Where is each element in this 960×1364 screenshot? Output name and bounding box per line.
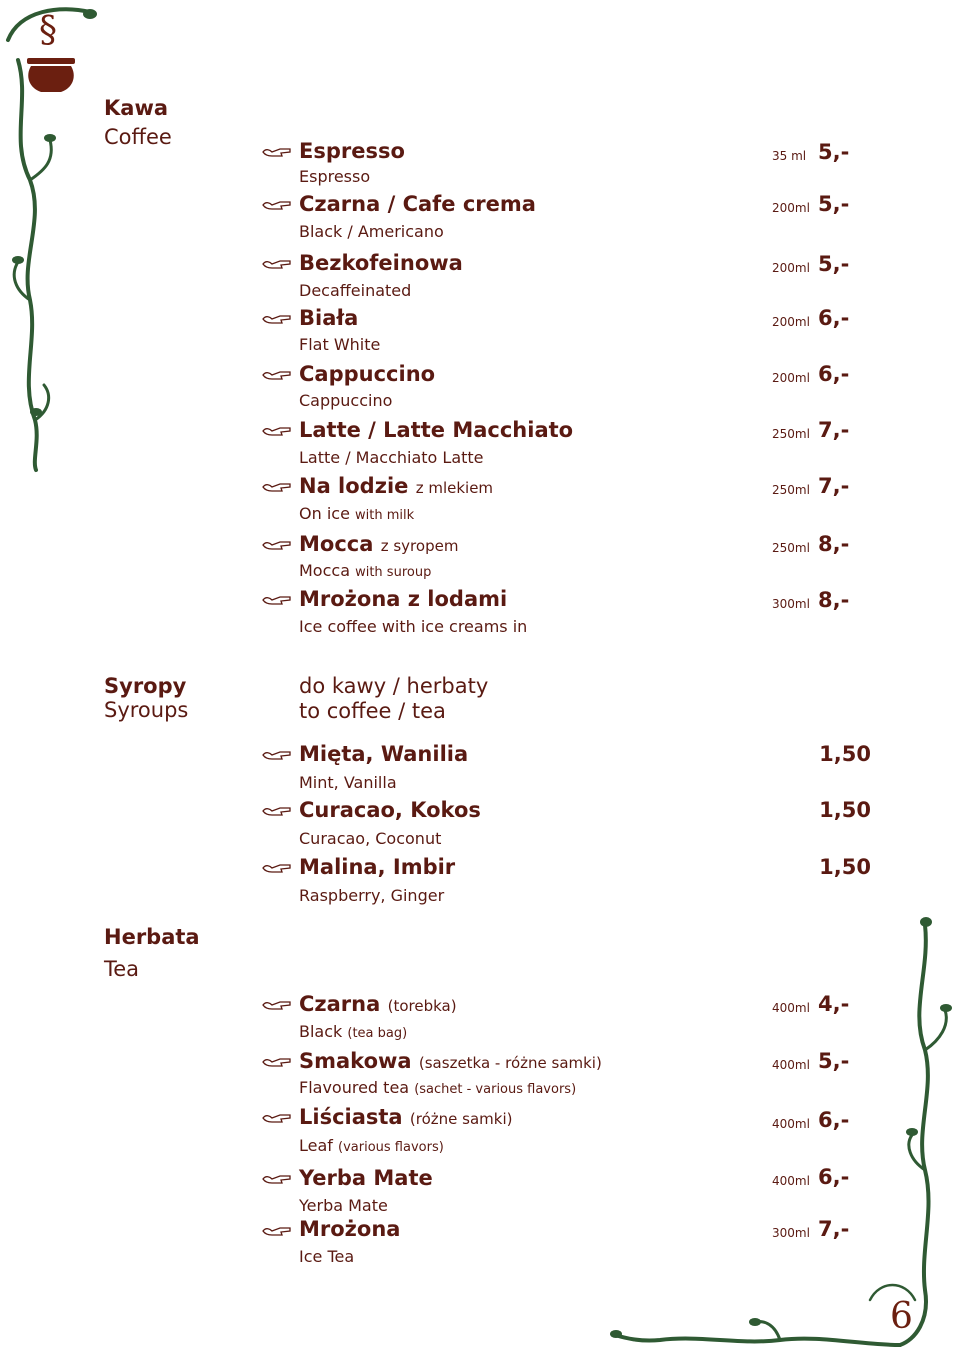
menu-item-translation: Flavoured tea (sachet - various flavors) — [299, 1078, 577, 1097]
pointing-hand-icon — [262, 425, 292, 437]
menu-item-name: Czarna (torebka) — [299, 992, 457, 1016]
menu-item-name: Na lodzie z mlekiem — [299, 474, 494, 498]
menu-item-price: 5,- — [818, 1049, 850, 1073]
pointing-hand-icon — [262, 1056, 292, 1068]
menu-item-price: 6,- — [818, 362, 850, 386]
menu-item-translation: Mocca with suroup — [299, 561, 432, 580]
menu-item-volume: 35 ml — [772, 149, 807, 163]
menu-item-name: Mrożona z lodami — [299, 587, 508, 611]
menu-item-name: Malina, Imbir — [299, 855, 456, 879]
section-title-coffee-pl: Kawa — [104, 96, 169, 120]
menu-item-volume: 400ml — [772, 1001, 810, 1015]
menu-item-name: Smakowa (saszetka - różne samki) — [299, 1049, 602, 1073]
syrups-subheading-en: to coffee / tea — [299, 699, 446, 723]
menu-item-name: Curacao, Kokos — [299, 798, 481, 822]
menu-item-volume: 200ml — [772, 315, 810, 329]
menu-item-volume: 400ml — [772, 1058, 810, 1072]
pointing-hand-icon — [262, 199, 292, 211]
menu-item-price: 6,- — [818, 1165, 850, 1189]
menu-item-translation: Mint, Vanilla — [299, 773, 397, 792]
menu-item-price: 7,- — [818, 474, 850, 498]
menu-item-translation: Ice Tea — [299, 1247, 355, 1266]
menu-item-translation: Decaffeinated — [299, 281, 412, 300]
menu-item-price: 5,- — [818, 140, 850, 164]
menu-item-translation: Latte / Macchiato Latte — [299, 448, 484, 467]
menu-item-price: 5,- — [818, 252, 850, 276]
menu-item-translation: Raspberry, Ginger — [299, 886, 445, 905]
menu-item-volume: 400ml — [772, 1117, 810, 1131]
menu-item-translation: Flat White — [299, 335, 381, 354]
pointing-hand-icon — [262, 481, 292, 493]
section-title-tea-pl: Herbata — [104, 925, 200, 949]
pointing-hand-icon — [262, 594, 292, 606]
menu-item-price: 7,- — [818, 1217, 850, 1241]
menu-item-name: Czarna / Cafe crema — [299, 192, 536, 216]
menu-item-name: Mięta, Wanilia — [299, 742, 469, 766]
logo-symbol: § — [39, 10, 57, 51]
page-number: 6 — [890, 1296, 913, 1337]
menu-item-volume: 250ml — [772, 427, 810, 441]
menu-item-price: 1,50 — [819, 798, 871, 822]
pointing-hand-icon — [262, 805, 292, 817]
menu-item-translation: Cappuccino — [299, 391, 393, 410]
pointing-hand-icon — [262, 258, 292, 270]
pointing-hand-icon — [262, 1173, 292, 1185]
pointing-hand-icon — [262, 749, 292, 761]
menu-item-volume: 400ml — [772, 1174, 810, 1188]
pointing-hand-icon — [262, 1225, 292, 1237]
menu-item-translation: Yerba Mate — [299, 1196, 388, 1215]
menu-item-translation: Leaf (various flavors) — [299, 1136, 444, 1155]
section-title-syrups-pl: Syropy — [104, 674, 187, 698]
menu-item-volume: 300ml — [772, 597, 810, 611]
pointing-hand-icon — [262, 369, 292, 381]
pointing-hand-icon — [262, 146, 292, 158]
menu-item-translation: Curacao, Coconut — [299, 829, 442, 848]
menu-item-name: Bezkofeinowa — [299, 251, 463, 275]
section-title-coffee-en: Coffee — [104, 125, 172, 149]
menu-item-price: 8,- — [818, 532, 850, 556]
pointing-hand-icon — [262, 313, 292, 325]
menu-item-price: 7,- — [818, 418, 850, 442]
menu-item-price: 6,- — [818, 1108, 850, 1132]
menu-item-price: 4,- — [818, 992, 850, 1016]
menu-item-price: 6,- — [818, 306, 850, 330]
pointing-hand-icon — [262, 999, 292, 1011]
menu-item-volume: 300ml — [772, 1226, 810, 1240]
menu-item-price: 1,50 — [819, 742, 871, 766]
logo — [25, 10, 77, 90]
menu-item-name: Latte / Latte Macchiato — [299, 418, 574, 442]
menu-item-name: Mocca z syropem — [299, 532, 459, 556]
pot-icon — [25, 58, 77, 94]
menu-item-volume: 200ml — [772, 261, 810, 275]
menu-item-price: 8,- — [818, 588, 850, 612]
menu-item-translation: Espresso — [299, 167, 371, 186]
menu-item-name: Espresso — [299, 139, 405, 163]
menu-item-volume: 250ml — [772, 541, 810, 555]
pointing-hand-icon — [262, 539, 292, 551]
menu-item-price: 5,- — [818, 192, 850, 216]
menu-item-name: Mrożona — [299, 1217, 401, 1241]
menu-item-translation: On ice with milk — [299, 504, 415, 523]
pointing-hand-icon — [262, 1112, 292, 1124]
section-title-syrups-en: Syroups — [104, 698, 189, 722]
menu-item-name: Biała — [299, 306, 359, 330]
syrups-subheading-pl: do kawy / herbaty — [299, 674, 489, 698]
pointing-hand-icon — [262, 862, 292, 874]
menu-item-price: 1,50 — [819, 855, 871, 879]
menu-item-volume: 200ml — [772, 201, 810, 215]
section-title-tea-en: Tea — [104, 957, 140, 981]
menu-item-name: Cappuccino — [299, 362, 436, 386]
menu-item-name: Liściasta (różne samki) — [299, 1105, 513, 1129]
menu-item-translation: Black / Americano — [299, 222, 444, 241]
menu-item-name: Yerba Mate — [299, 1166, 433, 1190]
menu-item-volume: 250ml — [772, 483, 810, 497]
menu-item-translation: Black (tea bag) — [299, 1022, 408, 1041]
menu-item-translation: Ice coffee with ice creams in — [299, 617, 528, 636]
menu-item-volume: 200ml — [772, 371, 810, 385]
